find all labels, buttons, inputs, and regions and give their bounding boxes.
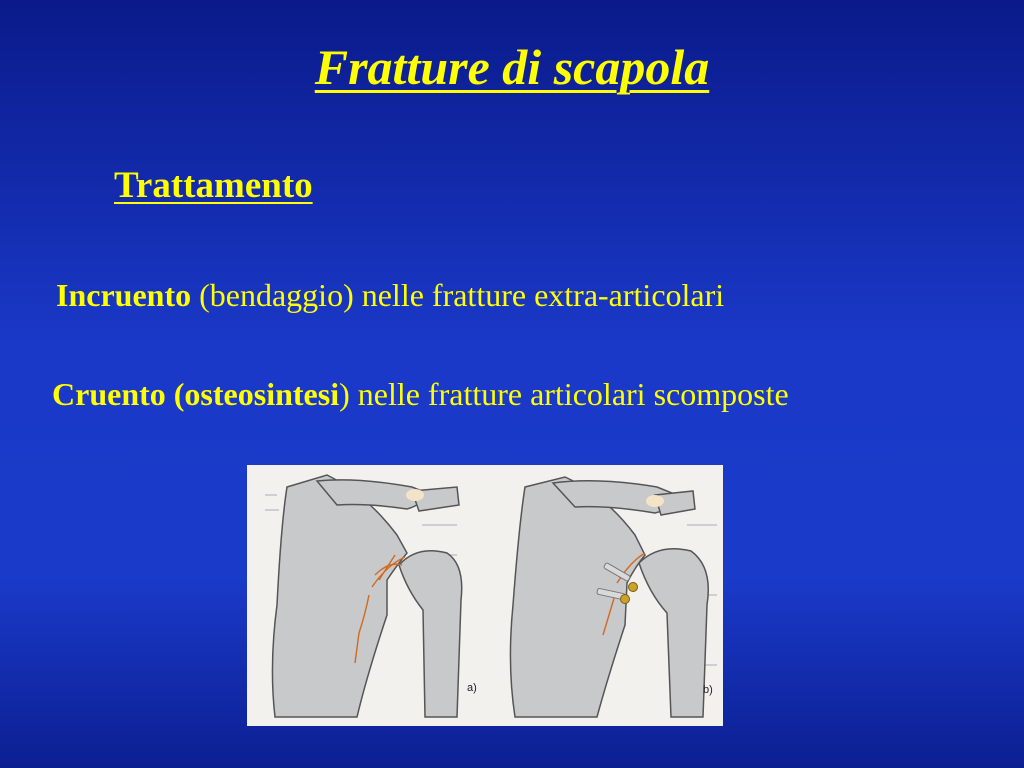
incruento-rest: (bendaggio) nelle fratture extra-articolari <box>191 277 725 313</box>
panel-a-label: a) <box>467 682 477 694</box>
cruento-bold: Cruento (osteosintesi <box>52 376 340 412</box>
panel-a <box>272 475 476 717</box>
joint-b <box>646 495 664 507</box>
panel-b <box>510 477 712 717</box>
humerus-a <box>399 551 462 717</box>
cruento-paren: ) <box>339 376 350 412</box>
treatment-line-cruento <box>52 376 789 413</box>
joint-a <box>406 489 424 501</box>
slide-subtitle: Trattamento <box>114 165 313 206</box>
treatment-line-incruento <box>56 277 724 314</box>
humerus-b <box>639 549 708 717</box>
panel-b-label: b) <box>703 684 713 696</box>
scapula-fracture-figure <box>247 465 723 726</box>
slide-title: Fratture di scapola <box>314 39 710 95</box>
scapula-illustration <box>247 465 723 726</box>
incruento-bold: Incruento <box>56 277 192 313</box>
scapula-a-body <box>272 475 407 717</box>
cruento-rest: nelle fratture articolari scomposte <box>349 376 789 412</box>
